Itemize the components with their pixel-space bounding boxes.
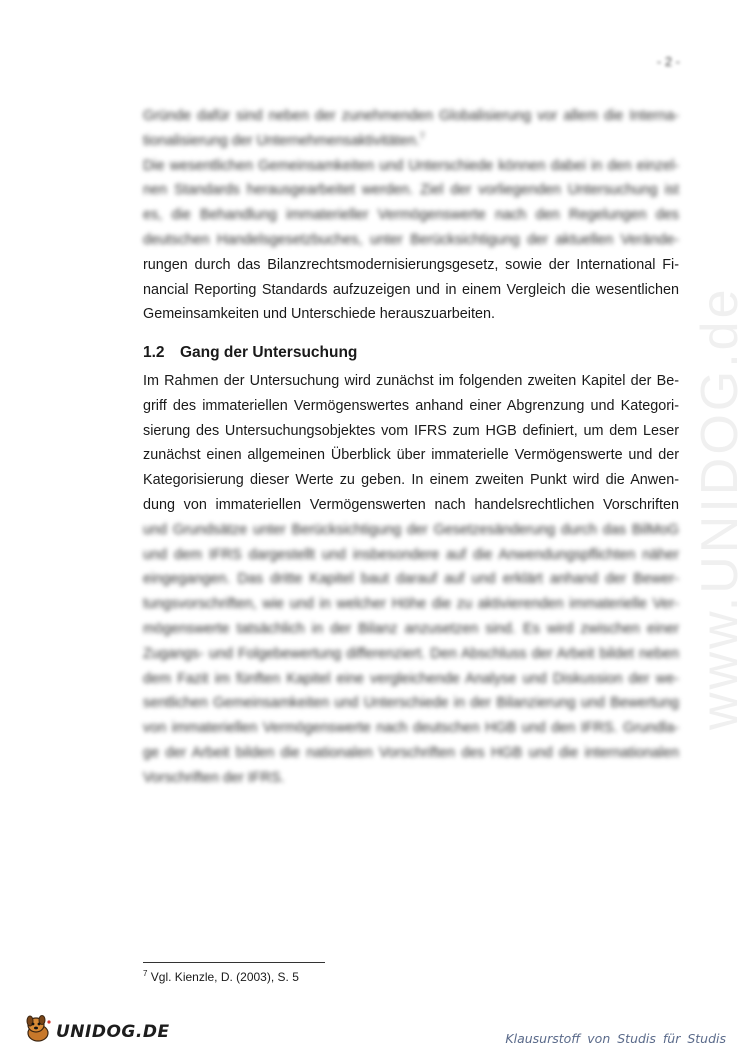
text-line bbox=[143, 104, 679, 129]
footnote-number: 7 bbox=[143, 969, 148, 978]
text-line-content: deutschen Handelsgesetzbuches, unter Berücksichtigung der aktuellen Verände- bbox=[143, 231, 679, 248]
footer-tagline: Klausurstoff von Studis für Studis bbox=[505, 1031, 726, 1046]
watermark: www.UNIDOG.de bbox=[691, 286, 749, 730]
text-line bbox=[143, 617, 679, 642]
text-line-content: Zugangs- und Folgebewertung differenziert. Den Abschluss der Arbeit bildet neben bbox=[143, 645, 679, 662]
text-line-content: griff des immateriellen Vermögenswertes anhand einer Abgrenzung und Kategori- bbox=[143, 397, 679, 414]
text-line-content: Die wesentlichen Gemeinsamkeiten und Unterschiede können dabei in den einzel- bbox=[143, 157, 679, 174]
text-line-content: ge der Arbeit bilden die nationalen Vorschriften des HGB und die internationalen bbox=[143, 744, 679, 761]
text-line bbox=[143, 592, 679, 617]
footnote-rule bbox=[143, 962, 325, 963]
text-line-content: es, die Behandlung immaterieller Vermögenswerte nach den Regelungen des bbox=[143, 207, 679, 224]
text-line-content: Im Rahmen der Untersuchung wird zunächst im folgenden zweiten Kapitel der Be- bbox=[143, 373, 679, 389]
text-line-content: zunächst einen allgemeinen Überblick über immaterielle Vermögenswerte und der bbox=[143, 447, 679, 464]
text-line-content: nen Standards herausgearbeitet werden. Ziel der vorliegenden Untersuchung ist bbox=[143, 182, 679, 199]
text-line-content: dung von immateriellen Vermögenswerten nach handelsrechtlichen Vorschriften bbox=[143, 496, 679, 513]
text-line-content: eingegangen. Das dritte Kapitel baut darauf auf und erklärt anhand der Bewer- bbox=[143, 571, 679, 588]
text-line bbox=[143, 741, 679, 766]
text-line-content: Kategorisierung dieser Werte zu geben. In einem zweiten Punkt wird die Anwen- bbox=[143, 472, 679, 489]
text-line-content: nancial Reporting Standards aufzuzeigen und in einem Vergleich die wesentlichen bbox=[143, 281, 679, 298]
page-number: - 2 - bbox=[656, 54, 680, 69]
text-line-content: sierung des Untersuchungsobjektes vom IFRS zum HGB definiert, um dem Leser bbox=[143, 422, 679, 439]
logo-text: UNIDOG.DE bbox=[56, 1021, 170, 1042]
text-line bbox=[143, 178, 679, 203]
text-line bbox=[143, 691, 679, 716]
text-line bbox=[143, 203, 679, 228]
text-line bbox=[143, 518, 679, 543]
text-line bbox=[143, 716, 679, 741]
text-line bbox=[143, 443, 679, 468]
text-line bbox=[143, 419, 679, 444]
text-line bbox=[143, 667, 679, 692]
intro-paragraph bbox=[143, 104, 679, 327]
text-line bbox=[143, 369, 679, 394]
footnote-text: Vgl. Kienzle, D. (2003), S. 5 bbox=[150, 970, 299, 984]
text-line bbox=[143, 493, 679, 518]
text-line bbox=[143, 253, 679, 278]
footnote bbox=[143, 970, 299, 984]
text-line-content: und Grundsätze unter Berücksichtigung der Gesetzesänderung durch das BilMoG bbox=[143, 521, 679, 538]
text-line-content: Gemeinsamkeiten und Unterschiede herauszuarbeiten. bbox=[143, 306, 495, 323]
site-logo[interactable] bbox=[22, 1014, 170, 1049]
text-line bbox=[143, 302, 679, 327]
dog-mascot-icon bbox=[22, 1014, 52, 1049]
text-line-content: und dem IFRS dargestellt und insbesondere auf die Anwendungspflichten näher bbox=[143, 546, 679, 563]
text-line bbox=[143, 567, 679, 592]
text-line-content: von immateriellen Vermögenswerte nach deutschen HGB und den IFRS. Grundla- bbox=[143, 720, 679, 737]
text-line-content: rungen durch das Bilanzrechtsmodernisierungsgesetz, sowie der International Fi- bbox=[143, 256, 679, 273]
text-line bbox=[143, 766, 679, 791]
text-line bbox=[143, 468, 679, 493]
text-line bbox=[143, 228, 679, 253]
text-line bbox=[143, 394, 679, 419]
text-line-content: mögenswerte tatsächlich in der Bilanz anzusetzen sind. Es wird zwischen einer bbox=[143, 620, 679, 637]
text-line bbox=[143, 543, 679, 568]
text-line bbox=[143, 129, 679, 154]
text-line bbox=[143, 154, 679, 179]
text-line-content: tionalisierung der Unternehmensaktivitäten. bbox=[143, 132, 420, 149]
text-line-content: tungsvorschriften, wie und in welcher Höhe die zu aktivierenden immaterielle Ver- bbox=[143, 596, 679, 613]
text-line-content: Gründe dafür sind neben der zunehmenden Globalisierung vor allem die Interna- bbox=[143, 108, 679, 124]
footnote-reference[interactable]: 7 bbox=[419, 131, 425, 141]
section-heading bbox=[143, 344, 357, 362]
text-line-content: dem Fazit im fünften Kapitel eine vergleichende Analyse und Diskussion der we- bbox=[143, 670, 679, 687]
section-number: 1.2 bbox=[143, 344, 165, 361]
text-line-content: sentlichen Gemeinsamkeiten und Unterschiede in der Bilanzierung und Bewertung bbox=[143, 695, 679, 712]
text-line bbox=[143, 642, 679, 667]
text-line bbox=[143, 278, 679, 303]
text-line-content: Vorschriften der IFRS. bbox=[143, 769, 285, 786]
body-paragraph bbox=[143, 369, 679, 791]
section-title: Gang der Untersuchung bbox=[180, 344, 358, 361]
